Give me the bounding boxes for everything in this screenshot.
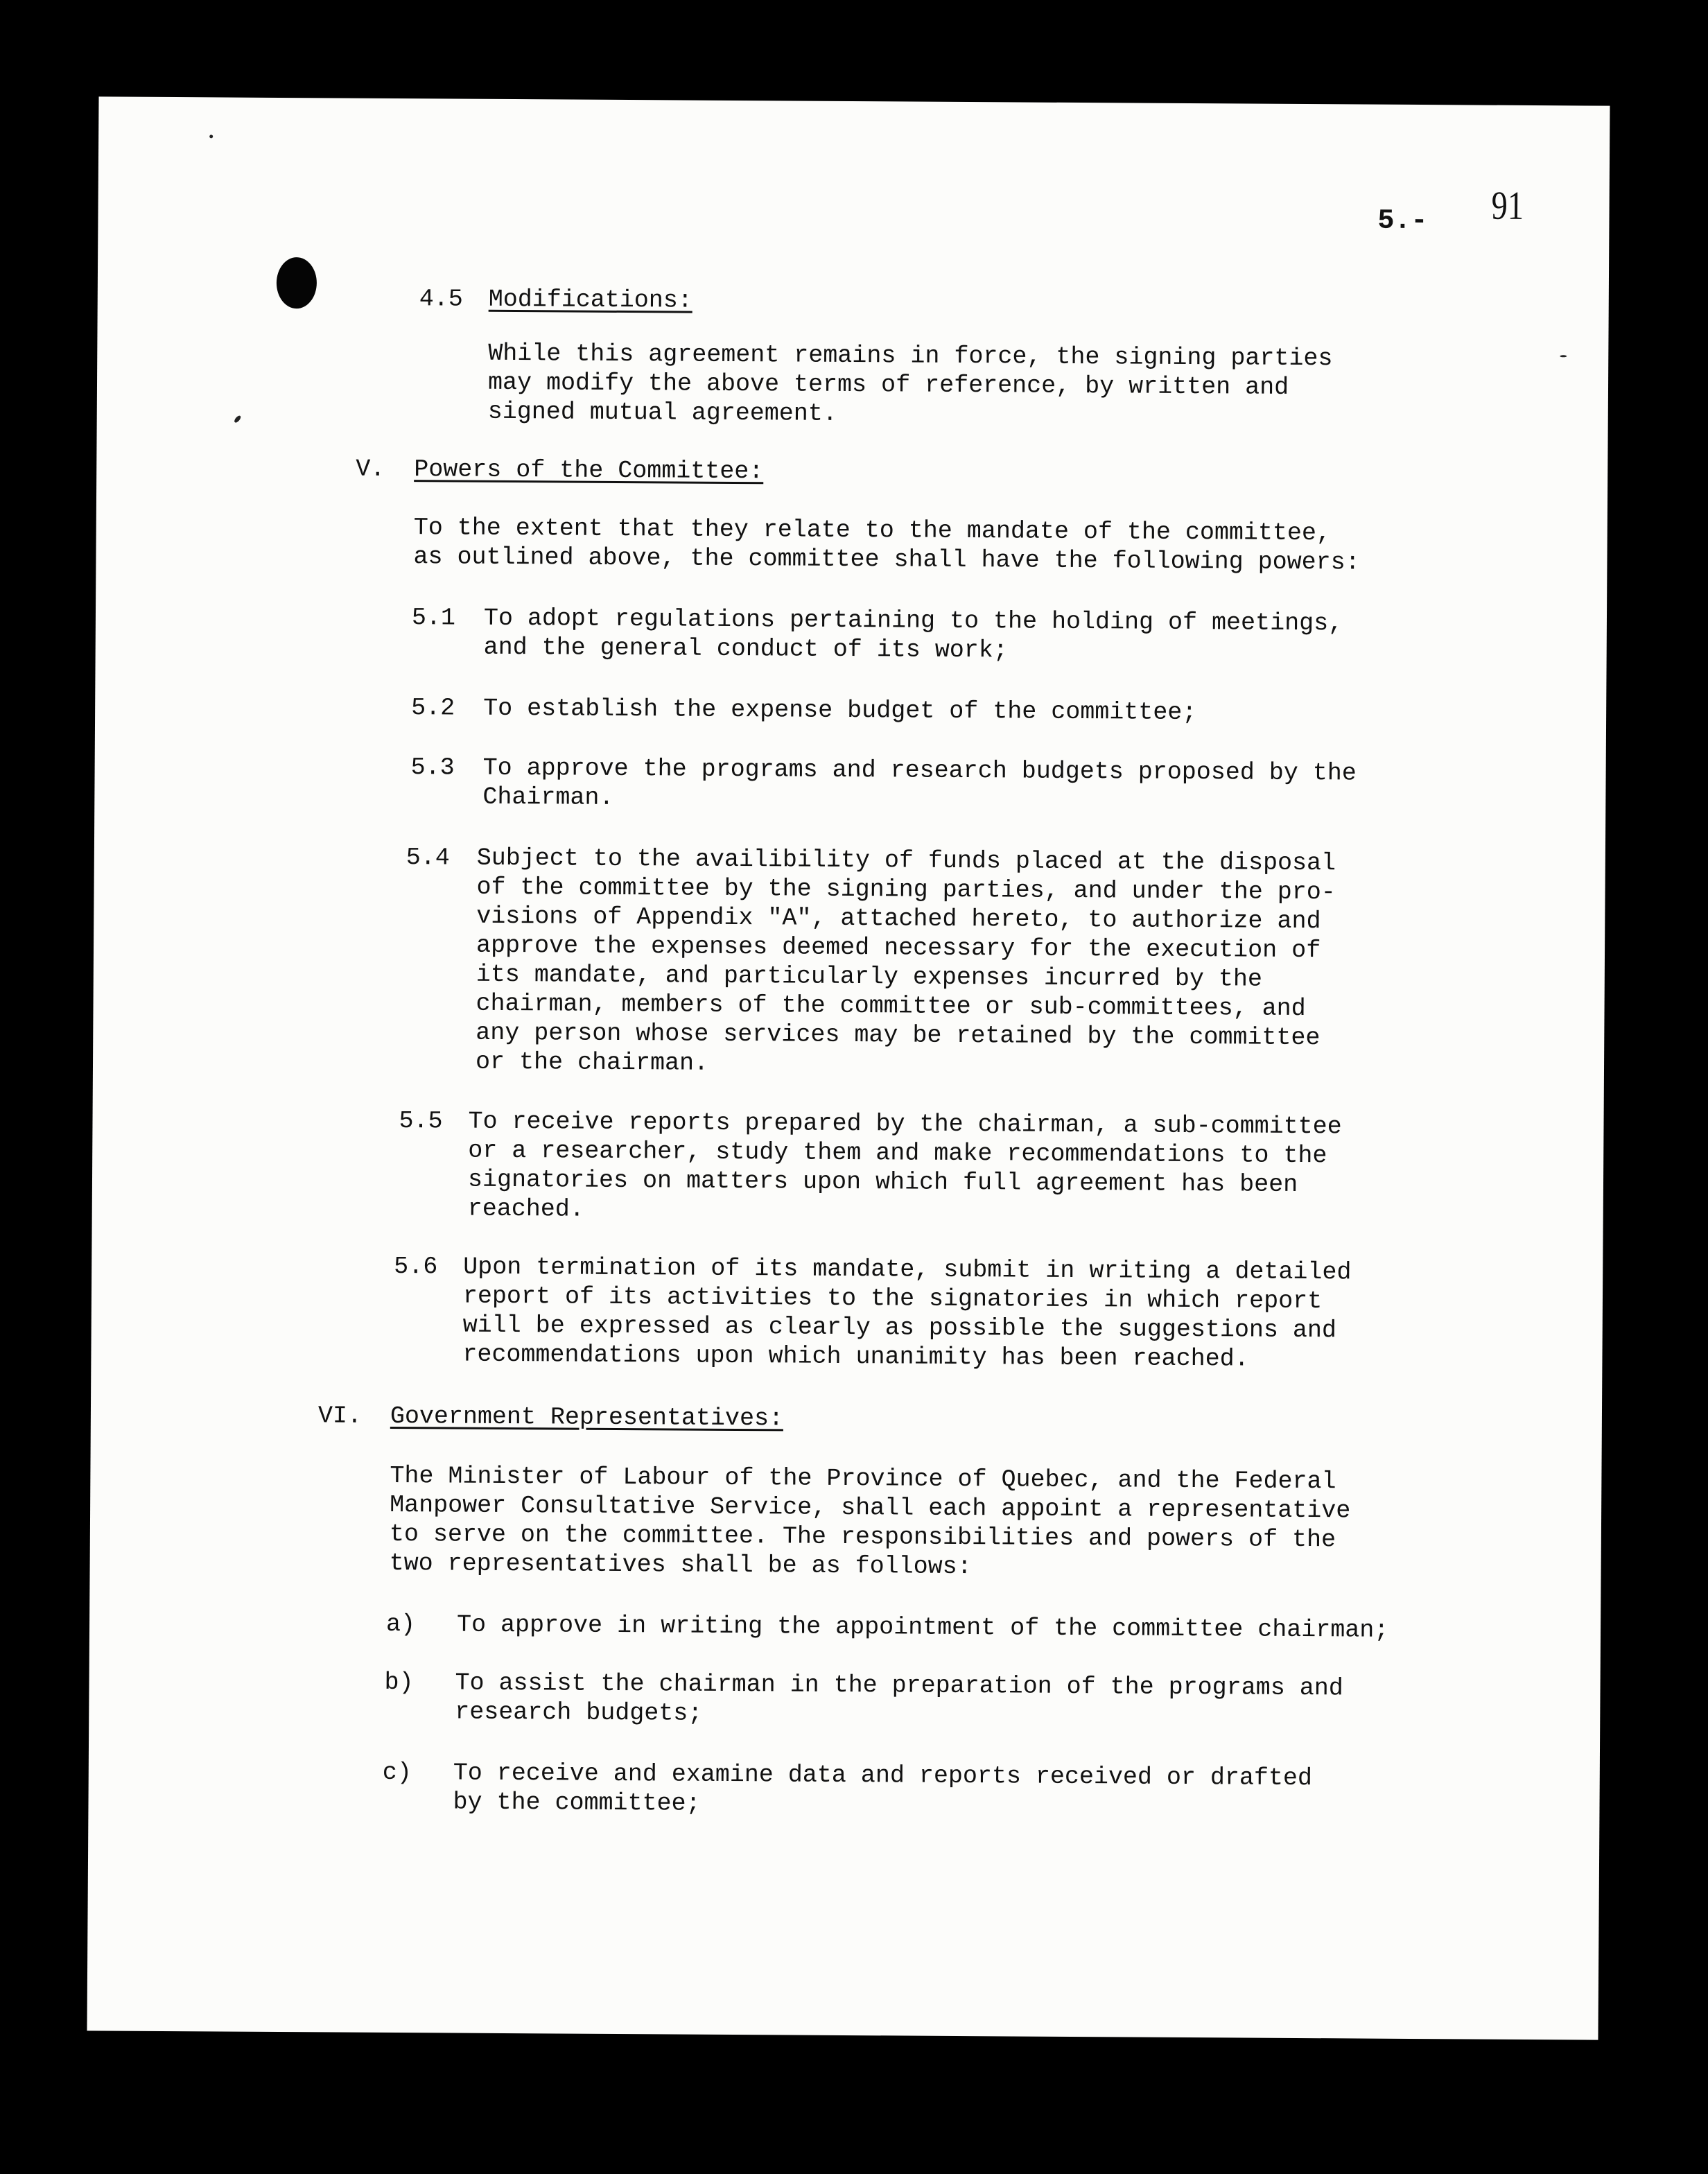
- item-text: To receive reports prepared by the chairman, a sub-committee or a researcher, study them and make recommendations to the signatories on matters upon which full agreement has been reached.: [467, 1107, 1342, 1224]
- item-text: To establish the expense budget of the committee;: [483, 694, 1197, 727]
- item-text: To approve the programs and research budgets proposed by the Chairman.: [482, 754, 1357, 812]
- page-number: 5.-: [1377, 205, 1428, 238]
- section-vi-title: Government Representatives:: [390, 1402, 784, 1433]
- section-4-5-text: While this agreement remains in force, the signing parties may modify the above terms of reference, by written and signed mutual agreement.: [487, 339, 1333, 428]
- section-vi-number: VI.: [317, 1402, 363, 1430]
- item-number: 5.4: [406, 844, 450, 872]
- punch-hole: [277, 257, 317, 308]
- item-number: c): [382, 1758, 412, 1787]
- item-number: 5.6: [394, 1252, 438, 1281]
- item-number: 5.5: [399, 1107, 443, 1136]
- section-4-5-number: 4.5: [419, 285, 463, 313]
- section-v-title: Powers of the Committee:: [414, 455, 764, 486]
- item-number: 5.3: [410, 754, 455, 782]
- speck: [234, 415, 242, 424]
- item-number: 5.2: [411, 694, 455, 722]
- section-vi-intro: The Minister of Labour of the Province of Quebec, and the Federal Manpower Consultative Service, shall each appoint a representative to serve on the committee. The responsibilities and powers of the two representatives shall be as follows:: [389, 1461, 1351, 1581]
- document-body: [99, 96, 1610, 1818]
- speck: [209, 134, 213, 138]
- item-text: Subject to the availibility of funds placed at the disposal of the committee by the signing parties, and under the pro- visions of Appendix "A", attached hereto, to authorize and approve the expenses deemed necessary for the execution of its mandate, and particularly expenses incurred by the chairman, members of the committee or sub-committees, and any person whose services may be retained by the committee or the chairman.: [475, 844, 1336, 1077]
- item-text: To assist the chairman in the preparation of the programs and research budgets;: [455, 1669, 1343, 1728]
- item-number: 5.1: [411, 604, 456, 632]
- item-number: b): [384, 1668, 414, 1697]
- item-text: Upon termination of its mandate, submit in writing a detailed report of its activities to the signatories in which report will be expressed as clearly as possible the suggestions and recommendations upon which unanimity has been reached.: [462, 1253, 1352, 1373]
- document-page: [87, 96, 1610, 2040]
- section-v-intro: To the extent that they relate to the mandate of the committee, as outlined above, the committee shall have the following powers:: [413, 514, 1360, 577]
- item-text: To approve in writing the appointment of the committee chairman;: [456, 1610, 1389, 1644]
- speck: [1560, 355, 1567, 357]
- section-4-5-title: Modifications:: [488, 285, 692, 315]
- item-text: To adopt regulations pertaining to the holding of meetings, and the general conduct of its work;: [483, 604, 1343, 665]
- folio-number: 91: [1491, 182, 1524, 228]
- item-text: To receive and examine data and reports received or drafted by the committee;: [453, 1759, 1313, 1818]
- section-v-number: V.: [356, 455, 385, 483]
- item-number: a): [385, 1610, 416, 1639]
